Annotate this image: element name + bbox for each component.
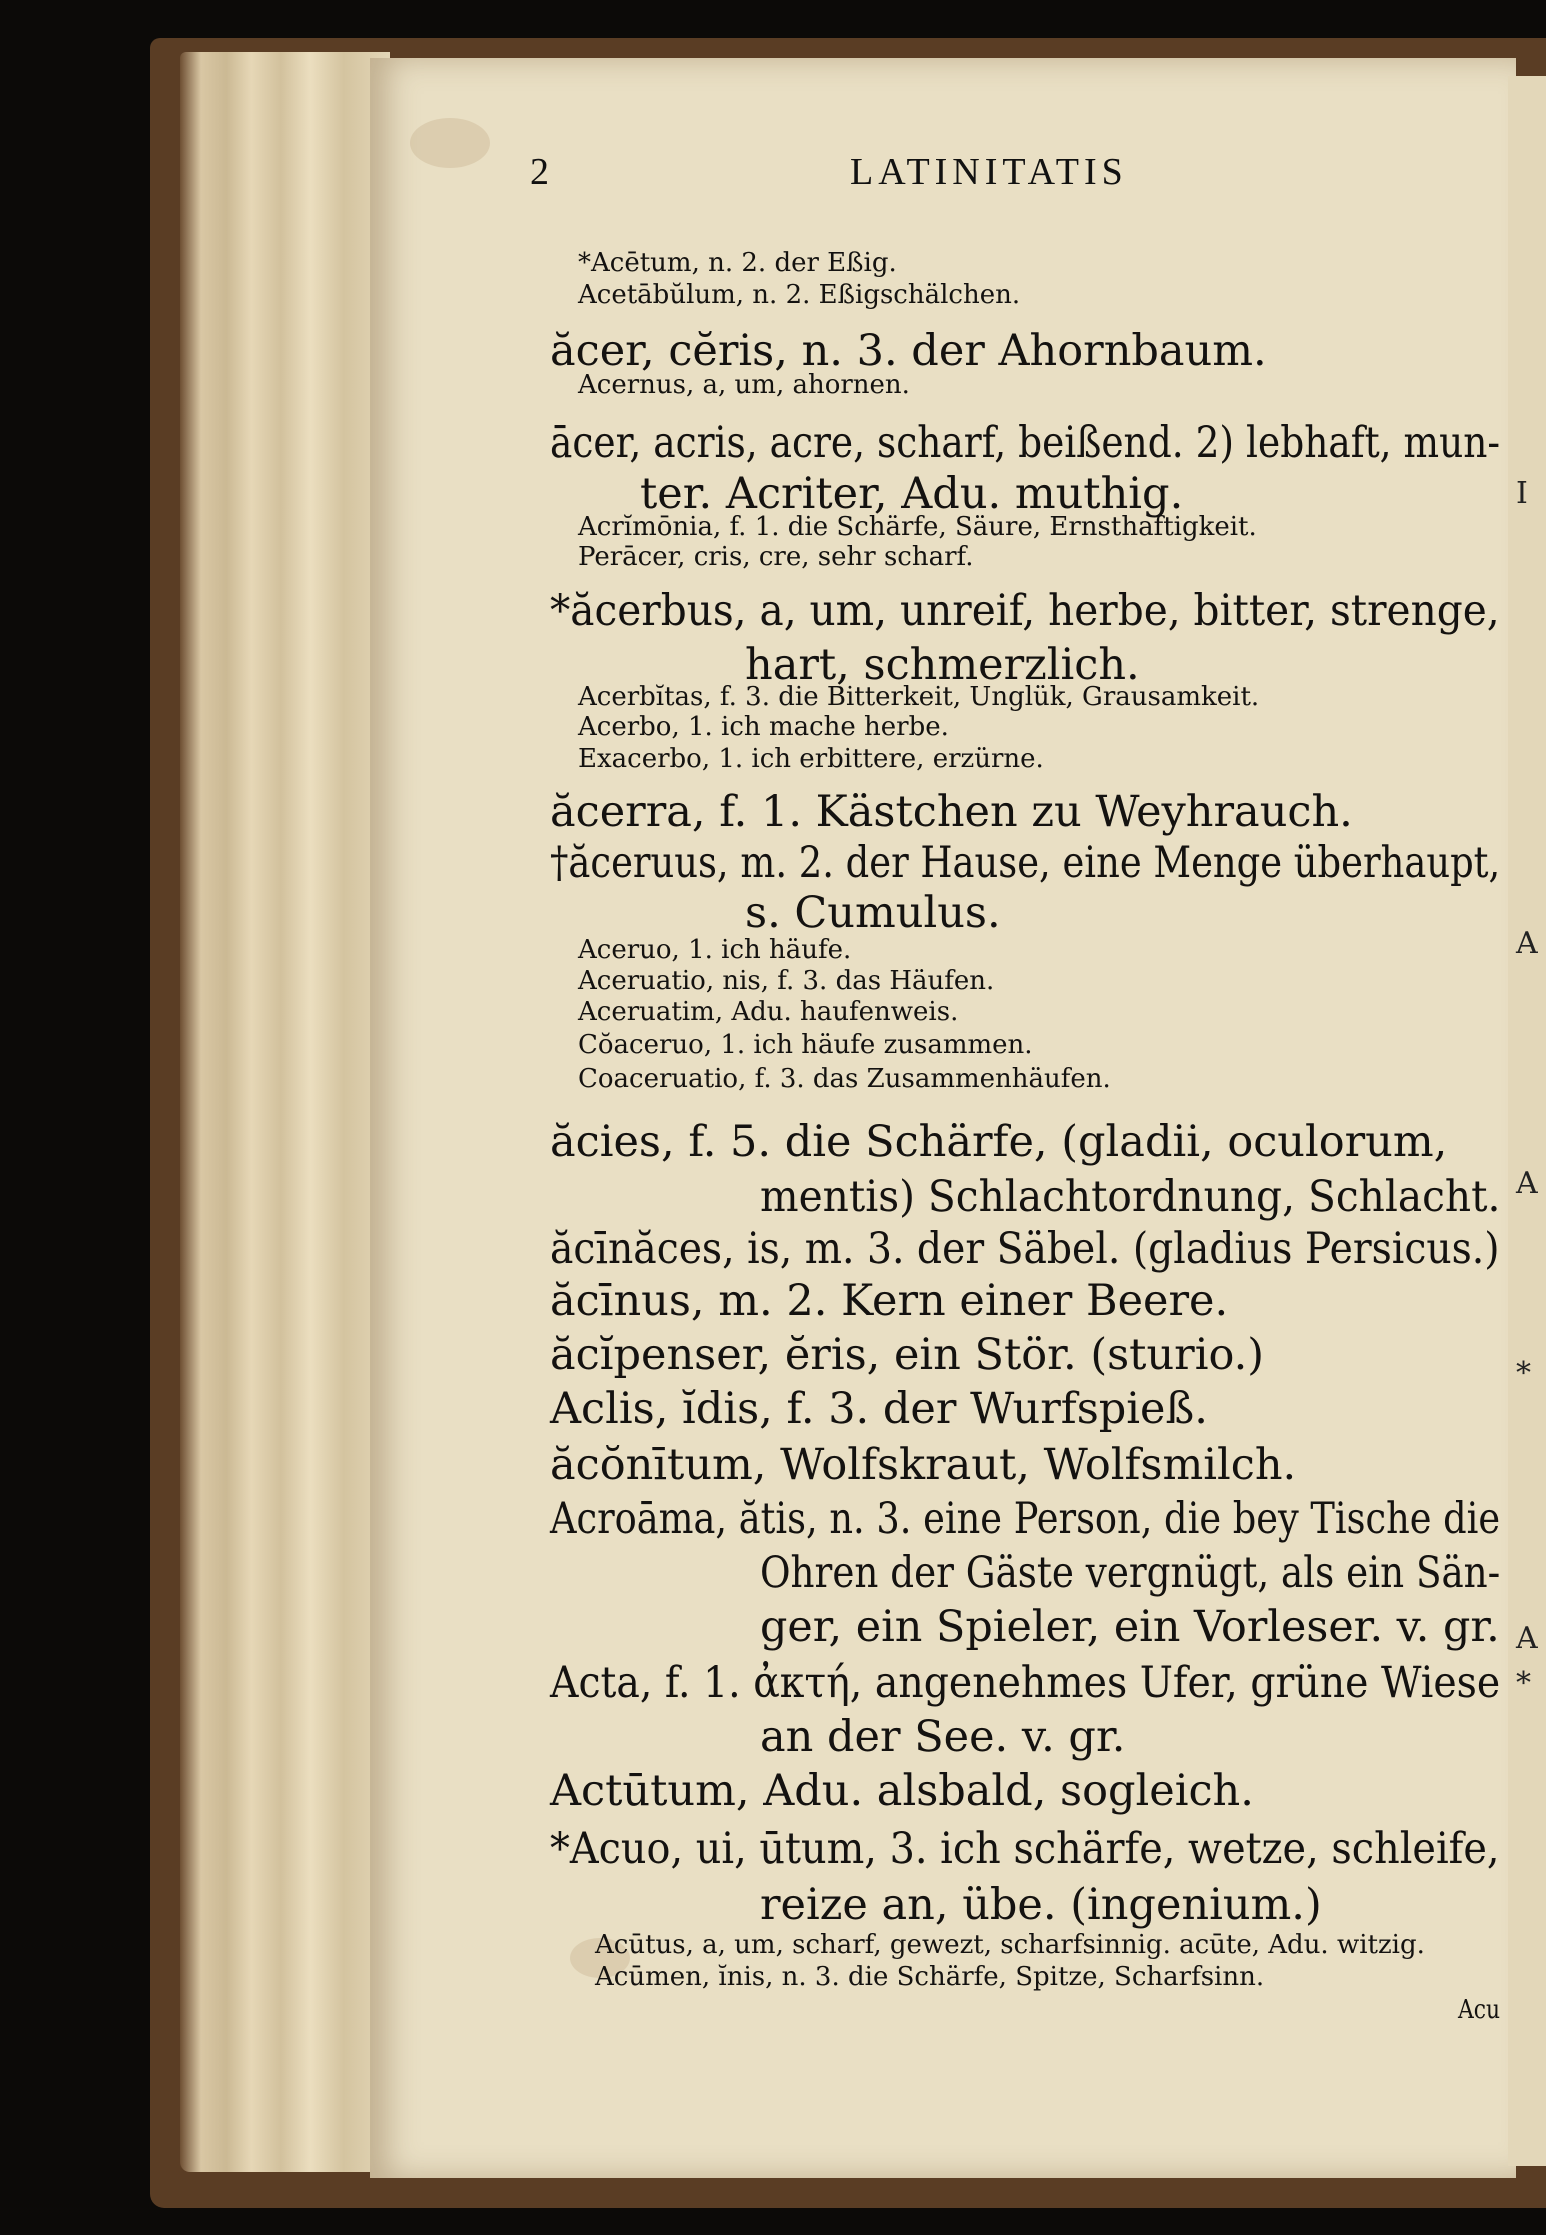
dictionary-subentry-line: Perācer, cris, cre, sehr scharf. <box>578 542 974 572</box>
next-page-fragment: * <box>1516 1356 1531 1391</box>
dictionary-headword-line: s. Cumulus. <box>745 888 1001 938</box>
dictionary-headword-line: ăcīnus, m. 2. Kern einer Beere. <box>550 1276 1229 1326</box>
dictionary-subentry-line: Acūmen, ĭnis, n. 3. die Schärfe, Spitze, Scharfsinn. <box>595 1962 1265 1992</box>
dictionary-headword-line: ăcĭpenser, ĕris, ein Stör. (sturio.) <box>550 1330 1265 1380</box>
dictionary-headword-line: ăcer, cĕris, n. 3. der Ahornbaum. <box>550 326 1267 376</box>
dictionary-subentry-line: Acūtus, a, um, scharf, gewezt, scharfsinnig. acūte, Adu. witzig. <box>595 1930 1425 1960</box>
dictionary-headword-line: ăcŏnītum, Wolfskraut, Wolfsmilch. <box>550 1440 1297 1490</box>
dictionary-headword-line: ter. Acriter, Adu. muthig. <box>640 469 1184 519</box>
paper-stain <box>410 118 490 168</box>
dictionary-subentry-line: Acernus, a, um, ahornen. <box>578 370 910 400</box>
dictionary-headword-line: ācer, acris, acre, scharf, beißend. 2) lebhaft, mun- <box>550 418 1501 468</box>
dictionary-subentry-line: Aceruatio, nis, f. 3. das Häufen. <box>578 966 995 996</box>
dictionary-headword-line: Acroāma, ătis, n. 3. eine Person, die bey Tische die <box>550 1494 1501 1544</box>
dictionary-headword-line: ăcies, f. 5. die Schärfe, (gladii, oculorum, <box>550 1117 1448 1167</box>
next-page-fragment: A <box>1516 926 1538 961</box>
dictionary-headword-line: Acta, f. 1. ἀκτή, angenehmes Ufer, grüne Wiese <box>550 1658 1501 1708</box>
dictionary-subentry-line: Acetābŭlum, n. 2. Eßigschälchen. <box>578 280 1021 310</box>
dictionary-headword-line: ger, ein Spieler, ein Vorleser. v. gr. <box>760 1602 1500 1652</box>
page-edges <box>180 52 390 2172</box>
dictionary-subentry-line: Acerbo, 1. ich mache herbe. <box>578 712 949 742</box>
running-title: LATINITATIS <box>850 151 1128 193</box>
dictionary-headword-line: *ăcerbus, a, um, unreif, herbe, bitter, strenge, <box>550 586 1500 636</box>
dictionary-subentry-line: Aceruo, 1. ich häufe. <box>578 935 852 965</box>
dictionary-subentry-line: Aceruatim, Adu. haufenweis. <box>578 997 959 1027</box>
next-page-fragment: * <box>1516 1666 1531 1701</box>
dictionary-headword-line: an der See. v. gr. <box>760 1712 1126 1762</box>
dictionary-subentry-line: Coaceruatio, f. 3. das Zusammenhäufen. <box>578 1064 1111 1094</box>
dictionary-headword-line: *Acuo, ui, ūtum, 3. ich schärfe, wetze, schleife, <box>550 1824 1500 1874</box>
dictionary-headword-line: mentis) Schlachtordnung, Schlacht. <box>760 1172 1501 1222</box>
next-page-fragment: A <box>1516 1621 1538 1656</box>
dictionary-headword-line: reize an, übe. (ingenium.) <box>760 1880 1322 1930</box>
dictionary-subentry-line: Cŏaceruo, 1. ich häufe zusammen. <box>578 1030 1033 1060</box>
dictionary-headword-line: Ohren der Gäste vergnügt, als ein Sän- <box>760 1548 1501 1598</box>
dictionary-subentry-line: Exacerbo, 1. ich erbittere, erzürne. <box>578 744 1044 774</box>
next-page-fragment: A <box>1516 1166 1538 1201</box>
next-page-fragment: I <box>1516 476 1528 511</box>
dictionary-headword-line: Aclis, ĭdis, f. 3. der Wurfspieß. <box>550 1384 1208 1434</box>
dictionary-headword-line: †ăceruus, m. 2. der Hause, eine Menge überhaupt, <box>550 838 1501 888</box>
next-page-edge <box>1508 76 1546 2166</box>
dictionary-headword-line: Actūtum, Adu. alsbald, sogleich. <box>550 1766 1254 1816</box>
dictionary-subentry-line: Acerbĭtas, f. 3. die Bitterkeit, Unglük, Grausamkeit. <box>578 682 1260 712</box>
dictionary-subentry-line: *Acētum, n. 2. der Eßig. <box>578 248 897 278</box>
dictionary-subentry-line: Acu <box>1458 1995 1501 2025</box>
dictionary-headword-line: ăcīnăces, is, m. 3. der Säbel. (gladius Persicus.) <box>550 1224 1500 1274</box>
dictionary-subentry-line: Acrĭmōnia, f. 1. die Schärfe, Säure, Ernsthaftigkeit. <box>578 512 1257 542</box>
dictionary-headword-line: ăcerra, f. 1. Kästchen zu Weyhrauch. <box>550 787 1353 837</box>
page-number: 2 <box>530 151 549 193</box>
dictionary-headword-line: hart, schmerzlich. <box>745 640 1140 690</box>
